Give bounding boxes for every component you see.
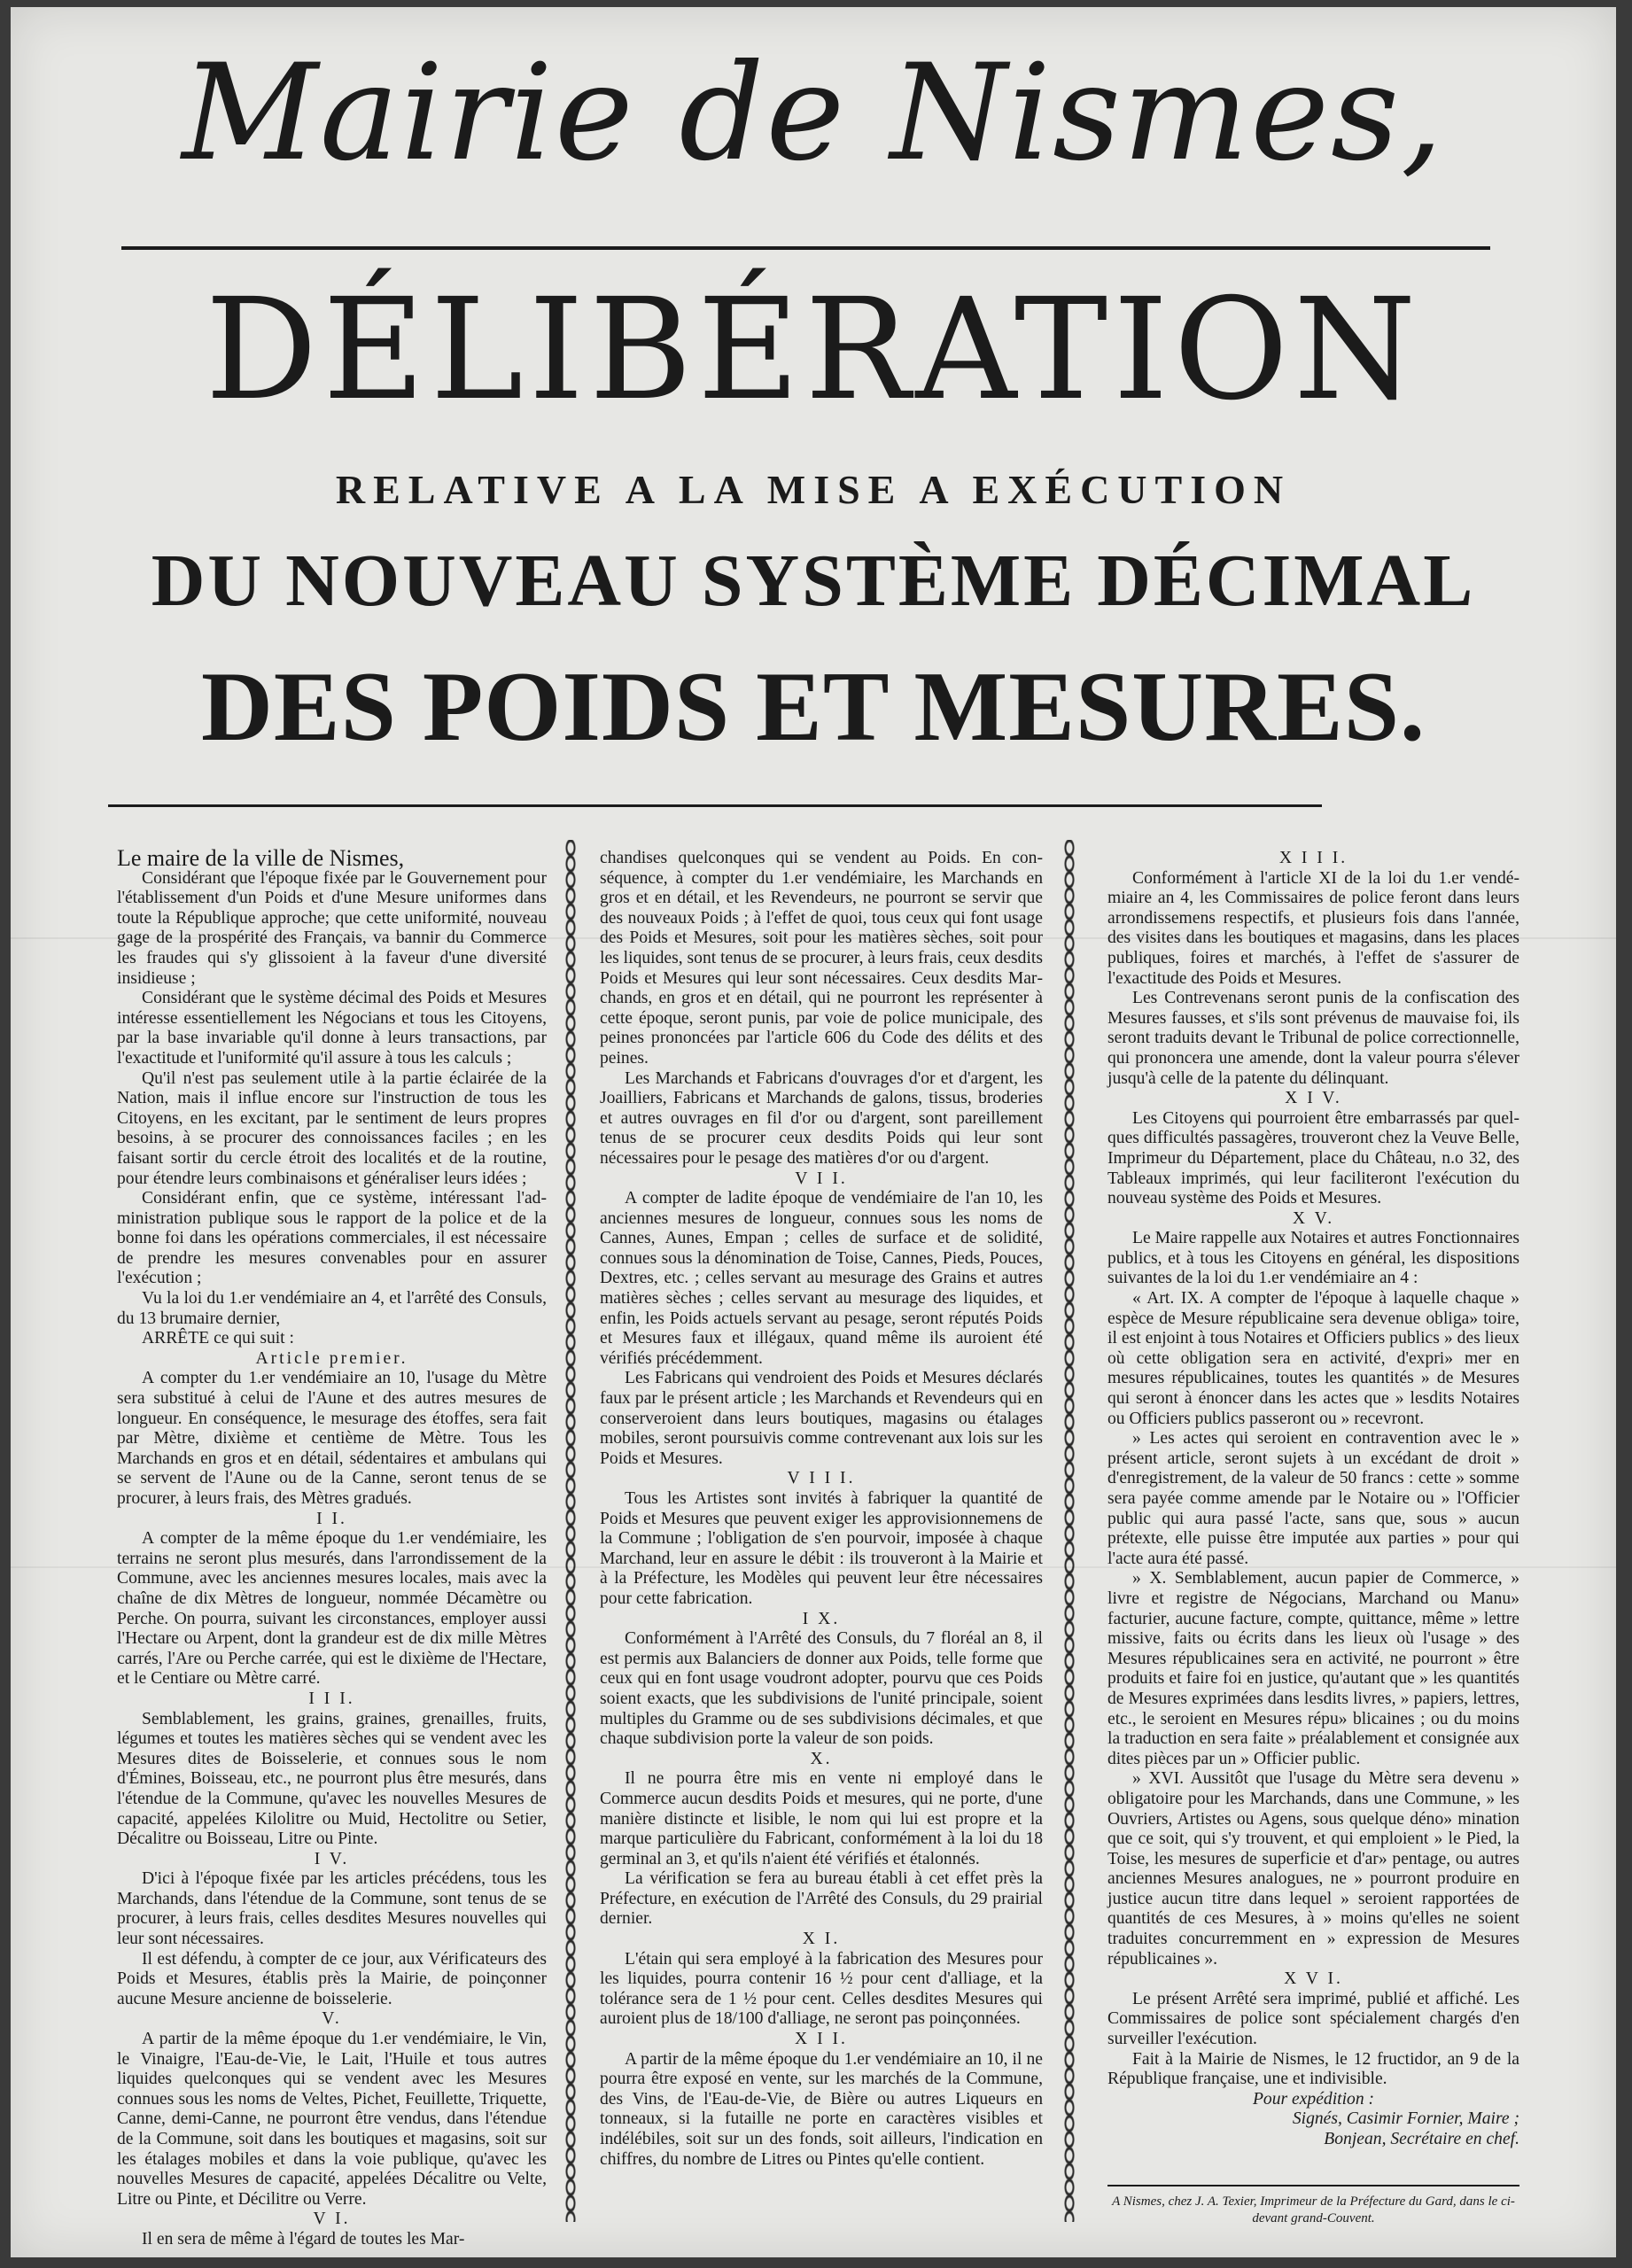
column-1 bbox=[117, 845, 547, 2249]
deliberation-heading: DÉLIBÉRATION bbox=[205, 268, 1422, 431]
poster-sheet bbox=[11, 7, 1616, 2257]
signature-maire: Signés, Casimir Fornier, Maire ; bbox=[1292, 2109, 1519, 2129]
article-9-text: Conformément à l'Arrêté des Consuls, du 7 floréal an 8, il est permis aux Balanciers de donner aux Poids, telle forme que ceux qui en font usage voudront adopter, pourvu que ces Poids soient exacts, que les subdivisions de l'unité principale, soient multiples du Gramme ou de ses subdivisions décimales, et que chaque subdivision porte la valeur de son poids. bbox=[600, 1629, 1043, 1749]
article-6-heading: V I. bbox=[313, 2210, 351, 2229]
article-8-text: Tous les Artistes sont invités à fabriquer la quantité de Poids et Mesures que peuvent exiger les approvisionnemens de la Commune ; l'obligation de s'en pourvoir, imposée à chaque Marchand, leur en assure le débit : ils trouveront à la Mairie et à la Préfecture, les Modèles qui peuvent leur être nécessaires pour cette fabrication. bbox=[600, 1489, 1043, 1608]
article-15-text-a: Le Maire rappelle aux Notaires et autres Fonctionnaires publics, et à tous les Citoyens en général, les dispositions suivantes de la loi du 1.er vendémiaire an 4 : bbox=[1107, 1229, 1519, 1288]
article-6-continued: chandises quelconques qui se vendent au Poids. En conséquence, à compter du 1.er vendémiaire, les Marchands en gros et en détail, et les Revendeurs, ne pourront se servir que des nouveaux Poids ; à l'effet de quoi, tous ceux qui font usage des Poids et Mesures, soit pour les matières sèches, soit pour les liquides, sont tenus de se procurer, à leurs frais, ceux desdits Poids et Mesures qui leur sont nécessaires. Ceux desdits Marchands, en gros et en détail, qui ne pourront les représenter à cette époque, seront punis, par voie de police municipale, des peines prononcées par l'article 606 du Code des délits et des peines. bbox=[600, 849, 1043, 1068]
article-4-text-b: Il est défendu, à compter de ce jour, aux Vérificateurs des Poids et Mesures, établis près la Mairie, de poinçonner aucune Mesure ancienne de boisselerie. bbox=[117, 1949, 547, 2008]
article-10-text-a: Il ne pourra être mis en vente ni employé dans le Commerce aucun desdits Poids et mesures, qui ne porte, d'une manière distincte et lisible, le nom qui lui est propre et la marque particulière du Fabricant, conformément à la loi du 18 germinal an 3, et qu'ils n'aient été vérifiés et étalonnés. bbox=[600, 1769, 1043, 1868]
relative-subheading: RELATIVE A LA MISE A EXÉCUTION bbox=[335, 467, 1292, 512]
signature-secretaire: Bonjean, Secrétaire en chef. bbox=[1324, 2130, 1519, 2148]
article-12-heading: X I I. bbox=[795, 2030, 848, 2049]
article-12-text: A partir de la même époque du 1.er vendémiaire an 10, il ne pourra être exposé en vente, sur les marchés de la Commune, des Vins, de l'Eau-de-Vie, de Bière ou autres Liqueurs en tonneaux, si la futaille ne porte en caractères visibles et indélébiles, soit sur un des fonds, soit ailleurs, l'indication en chiffres, du nombre de Litres ou Pintes qu'elle contient. bbox=[600, 2049, 1043, 2169]
article-6-text-c: Les Marchands et Fabricans d'ouvrages d'or et d'argent, les Joailliers, Fabricans et Marchands de galons, tissus, broderies et autres ouvrages en fil d'or ou d'argent, sont pareillement tenus de se procurer ceux desdits Poids qui leur sont nécessaires pour le pesage des matières d'or ou d'argent. bbox=[600, 1068, 1043, 1168]
article-5-text: A partir de la même époque du 1.er vendémiaire, le Vin, le Vinaigre, l'Eau-de-Vie, le Lait, l'Huile et tous autres liquides quelconques qui se vendent avec les Mesures connues sous les noms de Veltes, Pichet, Feuillette, Triquette, Canne, demi-Canne, ne pourront être vendus, dans l'étendue de la Commune, soit dans les boutiques et magasins, soit sur les étalages mobiles et dans la voie publique, qu'avec les nouvelles Mesures de capacité, appelées Décalitre ou Velte, Litre ou Pinte, et Décilitre ou Verre. bbox=[117, 2030, 547, 2209]
article-15-heading: X V. bbox=[1292, 1208, 1335, 1228]
article-15-text-d: » X. Semblablement, aucun papier de Commerce, » livre et registre de Négocians, Marchand ou Manu» facturier, aucune facture, compte, quittance, même » lettre missive, faits ou écrits dans les lieux où l'usage » des Mesures républicaines sera en activité, ne pourront » être produits et faire foi en justice, qu'autant que » les quantités de Mesures exprimées dans lesdits livres, » papiers, lettres, etc., le seroient en Mesures répu» blicaines ; ou du moins la traduction en sera faite » préalablement et consignée aux dites pièces par un » Officier public. bbox=[1107, 1569, 1519, 1768]
article-3-text: Semblablement, les grains, graines, grenailles, fruits, légumes et toutes les matières sèches qui se vendent avec les Mesures dites de Boisselerie, et connues sous le nom d'Émines, Boisseau, etc., ne pourront plus être mesurés, dans l'étendue de la Commune, qu'avec les nouvelles Mesures de capacité, appelées Kilolitre ou Muid, Hectolitre ou Setier, Décalitre ou Boisseau, Litre ou Pinte. bbox=[117, 1709, 547, 1849]
considerant-4: Considérant enfin, que ce système, intéressant l'administration publique sous le rapport de la police et de la bonne foi dans les opérations commerciales, il est nécessaire de prendre les mesures convenables pour en assurer l'exécution ; bbox=[117, 1189, 547, 1288]
article-15-text-c: » Les actes qui seroient en contravention avec le » présent article, seront sujets à un excédant de droit » d'enregistrement, de la valeur de 50 francs : cette » somme sera payée comme amende par le Notaire ou » l'Officier public qui aura passé l'acte, sans que, sous » aucun prétexte, elle puisse être imputée aux parties » pour qui l'acte aura été passé. bbox=[1107, 1429, 1519, 1568]
article-16-heading: X V I. bbox=[1284, 1969, 1343, 1989]
article-1-text: A compter du 1.er vendémiaire an 10, l'usage du Mètre sera substitué à celui de l'Aune et des autres mesures de longueur. En conséquence, le mesurage des étoffes, sera fait par Mètre, dixième et centième de Mètre. Tous les Marchands en gros et en détail, sédentaires et ambulans qui se servent de l'Aune ou de la Canne, seront tenus de se procurer, à leurs frais, des Mètres gradués. bbox=[117, 1369, 547, 1508]
article-13-heading: X I I I. bbox=[1278, 849, 1348, 867]
article-16-text-a: Le présent Arrêté sera imprimé, publié et affiché. Les Commissaires de police sont spécialement chargés d'en surveiller l'exécution. bbox=[1107, 1989, 1519, 2049]
considerant-2: Considérant que le système décimal des Poids et Mesures intéresse essentiellement les Négocians et tous les Citoyens, par la base invariable qu'il donne à leurs transactions, par l'exactitude et l'uniformité qu'il assure à tous les calculs ; bbox=[117, 989, 547, 1068]
poids-mesures-heading: DES POIDS ET MESURES. bbox=[200, 652, 1426, 762]
article-7-heading: V I I. bbox=[795, 1169, 848, 1188]
article-14-heading: X I V. bbox=[1285, 1089, 1342, 1108]
mairie-title: Mairie de Nismes, bbox=[182, 36, 1445, 190]
vu-la-loi: Vu la loi du 1.er vendémiaire an 4, et l'arrêté des Consuls, du 13 brumaire dernier, bbox=[117, 1289, 547, 1328]
article-13-text-a: Conformément à l'article XI de la loi du 1.er vendémiaire an 4, les Commissaires de police feront dans leurs arrondissemens respectifs, et plusieurs fois dans l'année, des visites dans les boutiques et magasins, dans les places publiques, foires et marchés, à l'effet de s'assurer de l'exactitude des Poids et Mesures. bbox=[1107, 868, 1519, 988]
printer-imprint: A Nismes, chez J. A. Texier, Imprimeur de la Préfecture du Gard, dans le ci-devant grand-Couvent. bbox=[1112, 2194, 1515, 2225]
article-2-heading: I I. bbox=[316, 1509, 347, 1528]
title-rule bbox=[121, 246, 1490, 250]
article-3-heading: I I I. bbox=[308, 1689, 355, 1708]
article-5-heading: V. bbox=[322, 2009, 342, 2029]
article-2-text: A compter de la même époque du 1.er vendémiaire, les terrains ne seront plus mesurés, dans l'arrondissement de la Commune, avec les anciennes mesures locales, mais avec la chaîne de dix Mètres de longueur, nommée Décamètre ou Perche. On pourra, suivant les circonstances, employer aussi l'Hectare ou Arpent, dont la grandeur est de dix mille Mètres carrés, l'Are ou Perche carrée, qui est le dixième de l'Hectare, et le Centiare ou Mètre carré. bbox=[117, 1529, 547, 1689]
article-11-text: L'étain qui sera employé à la fabrication des Mesures pour les liquides, pourra contenir 16 ½ pour cent d'alliage, et la tolérance sera de 1 ½ pour cent. Celles desdites Mesures qui auroient plus de 18/100 d'alliage, ne seront pas poinçonnées. bbox=[600, 1949, 1043, 2029]
article-4-heading: I V. bbox=[314, 1849, 350, 1868]
chain-divider-right bbox=[1063, 840, 1076, 2222]
article-14-text: Les Citoyens qui pourroient être embarrassés par quelques difficultés passagères, trouveront chez la Veuve Belle, Imprimeur du Département, place du Château, n.o 32, des Tableaux imprimés, qui leur faciliteront l'exécution du nouveau système des Poids et Mesures. bbox=[1107, 1108, 1519, 1208]
article-8-heading: V I I I. bbox=[787, 1469, 856, 1488]
article-4-text-a: D'ici à l'époque fixée par les articles précédens, tous les Marchands, dans l'étendue de la Commune, sont tenus de se procurer, à leurs frais, celles desdites Mesures nouvelles qui leur sont nécessaires. bbox=[117, 1869, 547, 1949]
arrete-line: ARRÊTE ce qui suit : bbox=[142, 1329, 294, 1348]
article-10-text-b: La vérification se fera au bureau établi à cet effet près la Préfecture, en exécution de l'Arrêté des Consuls, du 29 prairial dernier. bbox=[600, 1869, 1043, 1929]
article-15-text-e: » XVI. Aussitôt que l'usage du Mètre sera devenu » obligatoire pour les Marchands, dans une Commune, » les Ouvriers, Artistes ou Agens, sous quelque déno» mination que ce soit, qui s'y trouvent, et qui emploient » le Pied, la Toise, les mesures de superficie et d'ar» pentage, ou autres anciennes Mesures analogues, ne » pourront produire en justice aucun titre dans lequel » seroient rapportées de quantités de ces Mesures, à » moins qu'elles ne soient traduites concurremment en » expression de Mesures républicaines ». bbox=[1107, 1769, 1519, 1969]
article-6-text: Il en sera de même à l'égard de toutes les Mar- bbox=[142, 2229, 465, 2249]
header-bottom-rule bbox=[108, 804, 1322, 807]
chain-divider-left bbox=[564, 840, 577, 2222]
column-3 bbox=[1107, 849, 1519, 2222]
article-9-heading: I X. bbox=[802, 1609, 841, 1628]
column-2 bbox=[600, 849, 1043, 2222]
article-7-text-a: A compter de ladite époque de vendémiaire de l'an 10, les anciennes mesures de longueur, connues sous les noms de Cannes, Aunes, Empan ; celles de surface et de solidité, connues sous la dénomination de Toise, Cannes, Pieds, Pouces, Dextres, etc. ; celles servant au mesurage des Grains et autres matières sèches ; celles servant au mesurage des liquides, et enfin, les Poids actuels servant au pesage, seront réputés Poids et Mesures faux et illégaux, quand même ils auroient été vérifiés précédemment. bbox=[600, 1189, 1043, 1368]
article-1-heading: Article premier. bbox=[255, 1348, 408, 1368]
preamble-lead: Le maire de la ville de Nismes, bbox=[117, 845, 405, 871]
considerant-1: Considérant que l'époque fixée par le Gouvernement pour l'établissement d'un Poids et d'une Mesure uniformes dans toute la République approche; que cette uniformité, nouveau gage de la prospérité des Français, va bannir du Commerce les fraudes qui s'y glissoient à la faveur d'une diversité insidieuse ; bbox=[117, 868, 547, 988]
article-10-heading: X. bbox=[810, 1749, 833, 1768]
article-16-text-b: Fait à la Mairie de Nismes, le 12 fructidor, an 9 de la République française, une et indivisible. bbox=[1107, 2049, 1519, 2089]
article-11-heading: X I. bbox=[802, 1930, 841, 1949]
nouveau-systeme-heading: DU NOUVEAU SYSTÈME DÉCIMAL bbox=[151, 540, 1476, 622]
considerant-3: Qu'il n'est pas seulement utile à la partie éclairée de la Nation, mais il influe encore sur l'instruction de tous les Citoyens, en les excitant, par le sentiment de leurs propres besoins, à se procurer des connoissances faciles ; en les faisant sortir du cercle étroit des localités et de la routine, pour étendre leurs combinaisons et généraliser leurs idées ; bbox=[117, 1068, 547, 1188]
article-15-text-b: « Art. IX. A compter de l'époque à laquelle chaque » espèce de Mesure républicaine sera devenue obliga» toire, il est enjoint à tous Notaires et Officiers publics » des lieux où cette obligation sera en activité, d'expri» mer en mesures républicaines, toutes les quantités » de Mesures qui seront à énoncer dans les actes que » lesdits Notaires ou Officiers publics passeront ou » recevront. bbox=[1107, 1289, 1519, 1428]
article-13-text-b: Les Contrevenans seront punis de la confiscation des Mesures fausses, et s'ils sont prévenus de mauvaise foi, ils seront traduits devant le Tribunal de police correctionnelle, qui prononcera une amende, dont la valeur pourra s'élever jusqu'à celle de la patente du délinquant. bbox=[1107, 989, 1519, 1088]
article-7-text-b: Les Fabricans qui vendroient des Poids et Mesures déclarés faux par le présent article ; les Marchands et Revendeurs qui en conserveroient dans leurs boutiques, magasins ou étalages mobiles, seront poursuivis comme contrevenant aux lois sur les Poids et Mesures. bbox=[600, 1369, 1043, 1468]
imprint-rule bbox=[1107, 2185, 1519, 2186]
pour-expedition: Pour expédition : bbox=[1252, 2089, 1375, 2109]
